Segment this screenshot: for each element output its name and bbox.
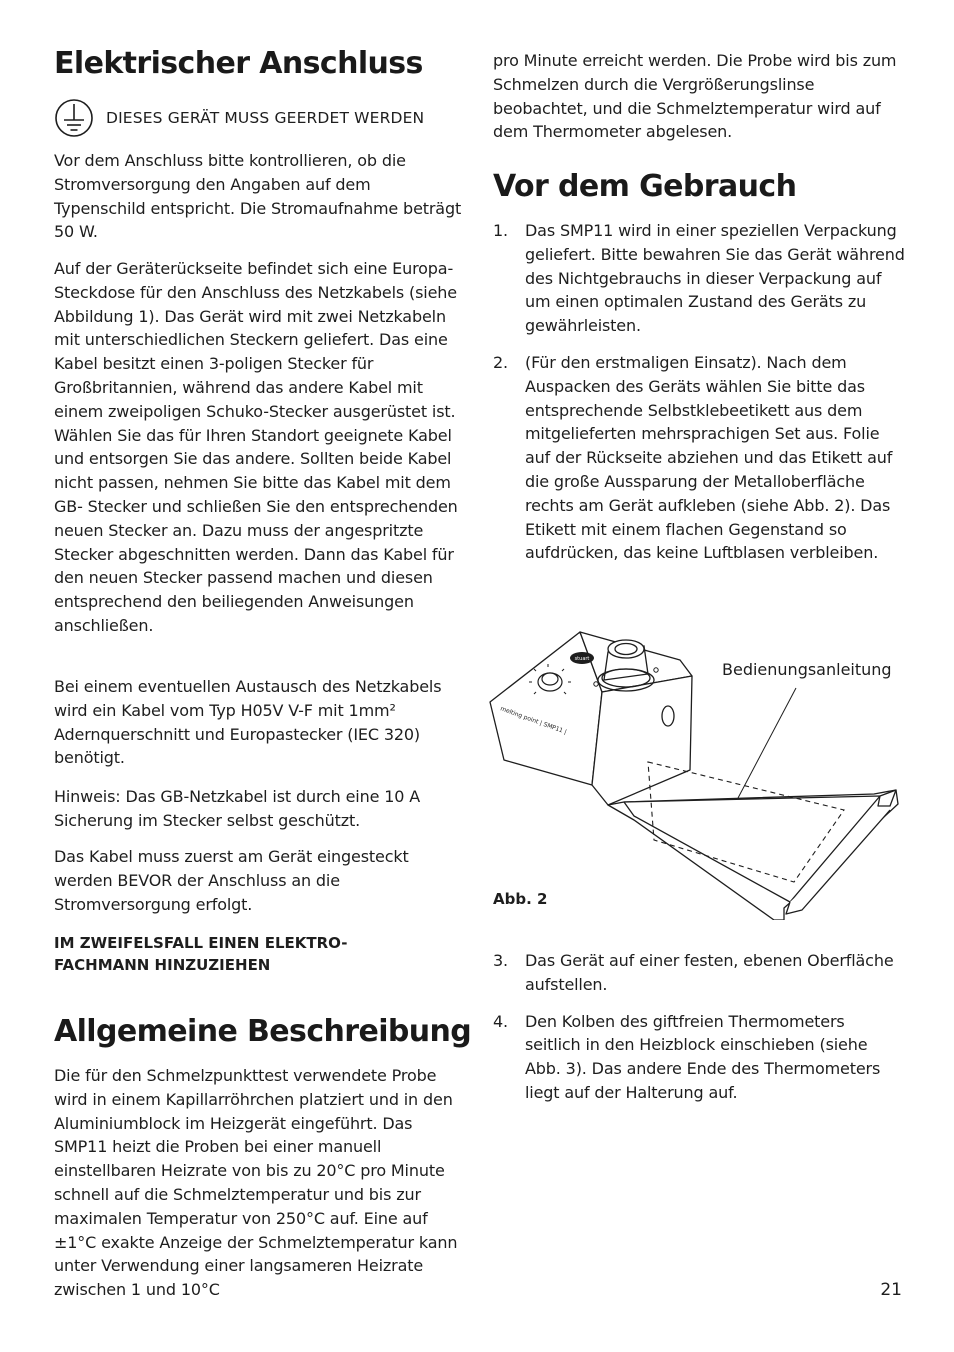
figure-caption: Abb. 2 xyxy=(493,890,548,908)
list-item-number: 2. xyxy=(493,352,508,372)
heading-allgemeine-beschreibung: Allgemeine Beschreibung xyxy=(54,1014,472,1049)
paragraph-connect-order: Das Kabel muss zuerst am Gerät eingesteckt werden BEVOR der Anschluss an die Stromversorgung erfolgt. xyxy=(54,847,409,914)
earth-warning-text: DIESES GERÄT MUSS GEERDET WERDEN xyxy=(106,109,425,127)
figure-device-illustration xyxy=(484,620,914,920)
list-item xyxy=(493,1010,905,1105)
paragraph-power-supply: Vor dem Anschluss bitte kontrollieren, ob die Stromversorgung den Angaben auf dem Typenschild entspricht. Die Stromaufnahme beträgt 50 W. xyxy=(54,151,462,242)
list-item-number: 3. xyxy=(493,951,508,970)
heading-elektrischer-anschluss: Elektrischer Anschluss xyxy=(54,46,423,81)
earth-ground-icon xyxy=(54,98,94,138)
list-item xyxy=(493,219,905,338)
list-item-text: (Für den erstmaligen Einsatz). Nach dem Auspacken des Geräts wählen Sie bitte das entsprechende Selbstklebeetikett aus dem mitgelieferten mehrsprachigen Set aus. Folie auf der Rückseite abziehen und das Etikett auf die große Aussparung der Metalloberfläche rechts am Gerät aufkleben (siehe Abb. 2). Das Etikett mit einem flachen Gegenstand so aufdrücken, das keine Luftblasen verbleiben. xyxy=(525,352,893,563)
list-steps-1-2 xyxy=(493,219,905,565)
svg-text:melting point | SMP11 |: melting point | SMP11 | xyxy=(499,705,568,736)
list-item-text: Das SMP11 wird in einer speziellen Verpackung geliefert. Bitte bewahren Sie das Gerät während des Nichtgebrauchs in dieser Verpackung auf um einen optimalen Zustand des Geräts zu gewährleisten. xyxy=(525,221,905,336)
list-item-text: Das Gerät auf einer festen, ebenen Oberfläche aufstellen. xyxy=(525,951,894,994)
paragraph-general-description: Die für den Schmelzpunkttest verwendete Probe wird in einem Kapillarröhrchen platziert und in den Aluminiumblock im Heizgerät eingeführt. Das SMP11 heizt die Proben bei einer manuell einstellbaren Heizrate von bis zu 20°C pro Minute schnell auf die Schmelztemperatur und bis zur maximalen Temperatur von 250°C auf. Eine auf ±1°C exakte Anzeige der Schmelztemperatur kann unter Verwendung einer langsameren Heizrate zwischen 1 und 10°C xyxy=(54,1066,458,1300)
figure-label-bedienungsanleitung: Bedienungsanleitung xyxy=(722,660,892,679)
list-item-number: 1. xyxy=(493,221,508,240)
list-item-number: 4. xyxy=(493,1011,508,1031)
list-item xyxy=(493,949,905,997)
list-steps-3-4 xyxy=(493,949,905,1105)
heading-vor-dem-gebrauch: Vor dem Gebrauch xyxy=(493,169,797,204)
paragraph-fuse-note: Hinweis: Das GB-Netzkabel ist durch eine 10 A Sicherung im Stecker selbst geschützt. xyxy=(54,787,420,830)
paragraph-electrician-warning: IM ZWEIFELSFALL EINEN ELEKTRO-FACHMANN HINZUZIEHEN xyxy=(54,934,348,974)
paragraph-power-cables: Auf der Geräterückseite befindet sich eine Europa-Steckdose für den Anschluss des Netzkabels (siehe Abbildung 1). Das Gerät wird mit zwei Netzkabeln mit unterschiedlichen Steckern geliefert. Das eine Kabel besitzt einen 3-poligen Stecker für Großbritannien, während das andere Kabel mit einem zweipoligen Schuko-Stecker ausgerüstet ist. Wählen Sie das für Ihren Standort geeignete Kabel und entsorgen Sie das andere. Sollten beide Kabel nicht passen, nehmen Sie bitte das Kabel mit dem GB- Stecker und schließen Sie den entsprechenden neuen Stecker an. Dazu muss der angespritzte Stecker abgeschnitten werden. Dann das Kabel für den neuen Stecker passend machen und diesen entsprechend den beiliegenden Anweisungen anschließen. xyxy=(54,259,458,635)
svg-text:stuart: stuart xyxy=(574,656,590,662)
list-item-text: Den Kolben des giftfreien Thermometers seitlich in den Heizblock einschieben (siehe Abb. 3). Das andere Ende des Thermometers liegt auf der Halterung auf. xyxy=(525,1011,881,1102)
list-item xyxy=(493,351,905,565)
earth-warning xyxy=(54,98,424,138)
paragraph-description-continued: pro Minute erreicht werden. Die Probe wird bis zum Schmelzen durch die Vergrößerungslinse beobachtet, und die Schmelztemperatur wird auf dem Thermometer abgelesen. xyxy=(493,51,897,142)
paragraph-cable-replacement: Bei einem eventuellen Austausch des Netzkabels wird ein Kabel vom Typ H05V V-F mit 1mm² Adernquerschnitt und Europastecker (IEC 320) benötigt. xyxy=(54,677,442,768)
page-number: 21 xyxy=(880,1280,902,1300)
